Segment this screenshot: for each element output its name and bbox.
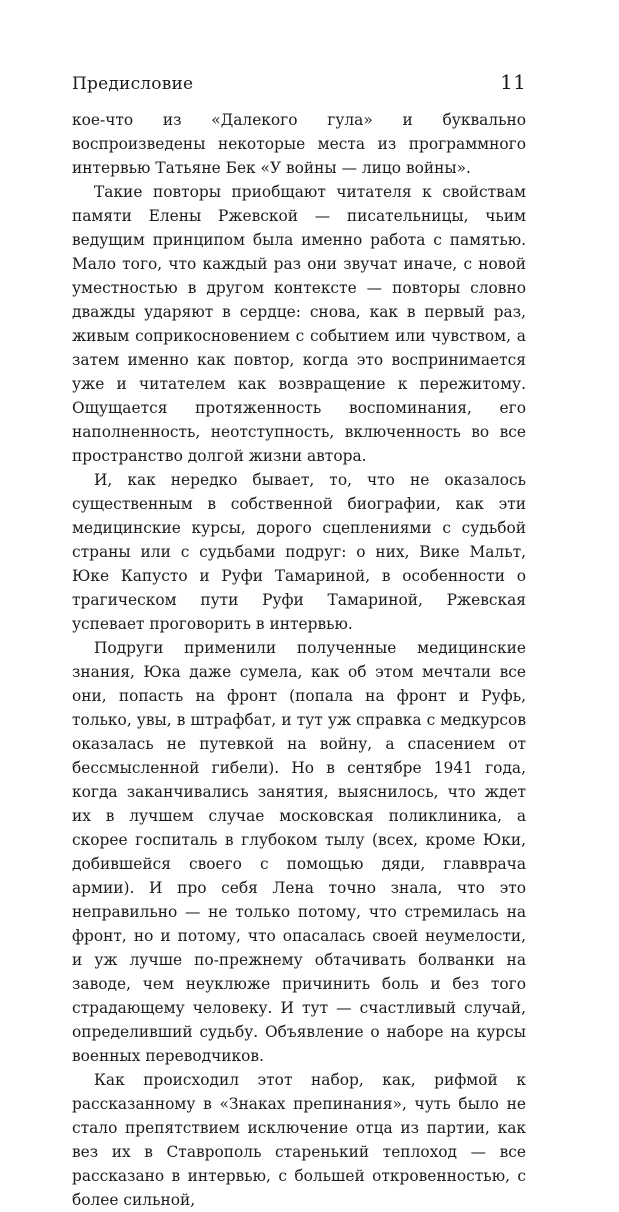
paragraph: Такие повторы приобщают читателя к свойствам памяти Елены Ржевской — писательницы, чьим ведущим принципом была именно работа с памятью. Мало того, что каждый раз они звучат иначе, с новой уместностью в другом контексте — повторы словно дважды ударяют в сердце: снова, как в первый раз, живым соприкосновением с событием или чувством, а затем именно как повтор, когда это воспринимается уже и читателем как возвращение к пережитому. Ощущается протяженность воспоминания, его наполненность, неотступность, включенность во все пространство долгой жизни автора. (72, 183, 526, 465)
paragraph: И, как нередко бывает, то, что не оказалось существенным в собственной биографии, как эти медицинские курсы, дорого сцеплениями с судьбой страны или с судьбами подруг: о них, Вике Мальт, Юке Капусто и Руфи Тамариной, в особенности о трагическом пути Руфи Тамариной, Ржевская успевает проговорить в интервью. (72, 471, 526, 633)
page-number: 11 (500, 70, 526, 94)
paragraph: Как происходил этот набор, как, рифмой к рассказанному в «Знаках препинания», чуть было не стало препятствием исключение отца из партии, как вез их в Ставрополь старенький теплоход — все рассказано в интервью, с большей откровенностью, с более сильной, (72, 1071, 526, 1209)
book-page (72, 70, 526, 1212)
running-head (72, 70, 526, 102)
paragraph: Подруги применили полученные медицинские знания, Юка даже сумела, как об этом мечтали все они, попасть на фронт (попала на фронт и Руфь, только, увы, в штрафбат, и тут уж справка с медкурсов оказалась не путевкой на войну, а спасением от бессмысленной гибели). Но в сентябре 1941 года, когда заканчивались занятия, выяснилось, что ждет их в лучшем случае московская поликлиника, а скорее госпиталь в глубоком тылу (всех, кроме Юки, добившейся своего с помощью дяди, главврача армии). И про себя Лена точно знала, что это неправильно — не только потому, что стремилась на фронт, но и потому, что опасалась своей неумелости, и уж лучше по-прежнему обтачивать болванки на заводе, чем неуклюже причинить боль и без того страдающему человеку. И тут — счастливый случай, определивший судьбу. Объявление о наборе на курсы военных переводчиков. (72, 639, 526, 1065)
paragraph-continuation: кое-что из «Далекого гула» и буквально воспроизведены некоторые места из программного интервью Татьяне Бек «У войны — лицо войны». (72, 111, 526, 177)
section-title: Предисловие (72, 74, 194, 94)
body-text (72, 108, 526, 1212)
